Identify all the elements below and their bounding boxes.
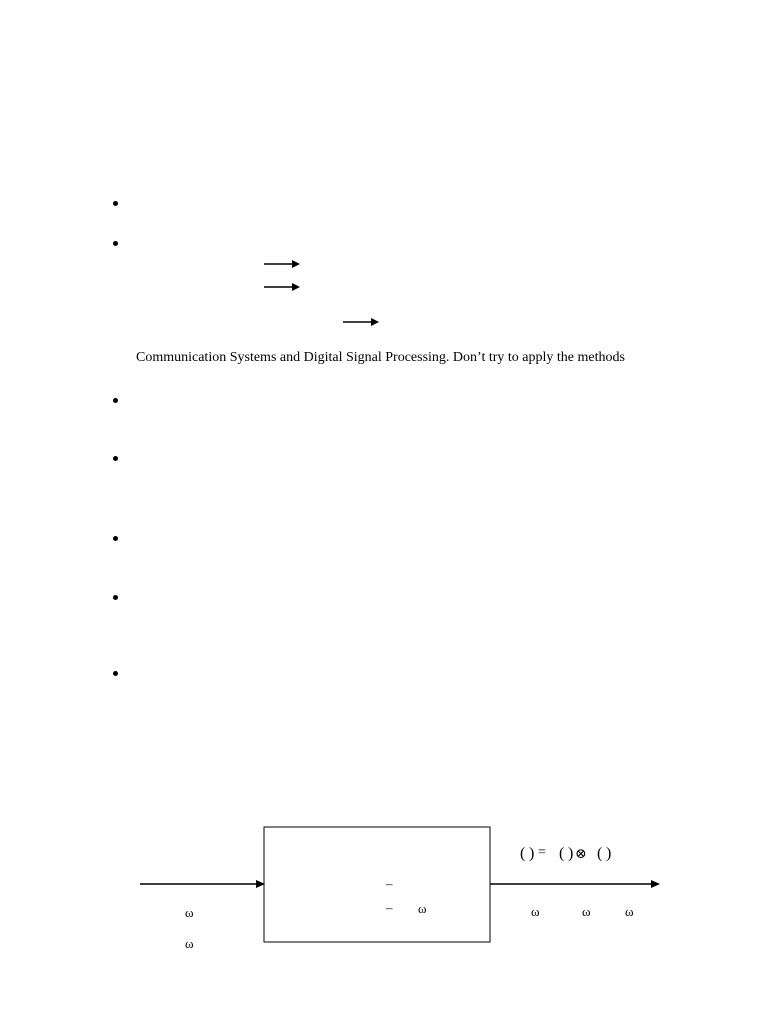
eq-rparen-2: ) bbox=[568, 845, 574, 862]
input-omega-2: ω bbox=[185, 936, 194, 951]
eq-lparen-1: ( bbox=[520, 845, 526, 862]
eq-lparen-3: ( bbox=[597, 845, 603, 862]
output-omega-2: ω bbox=[582, 904, 591, 919]
body-text-line: Communication Systems and Digital Signal Processing. Don’t try to apply the methods bbox=[136, 350, 625, 365]
eq-rparen-1: ) bbox=[529, 845, 535, 862]
box-dash-2: – bbox=[386, 900, 393, 915]
eq-rparen-3: ) bbox=[606, 845, 612, 862]
output-arrowhead-icon bbox=[651, 880, 660, 888]
input-omega-1: ω bbox=[185, 905, 194, 920]
output-omega-3: ω bbox=[625, 904, 634, 919]
eq-equals: = bbox=[538, 845, 546, 860]
output-omega-1: ω bbox=[531, 904, 540, 919]
system-box bbox=[264, 827, 490, 942]
eq-otimes: ⊗ bbox=[575, 847, 587, 862]
box-dash-1: – bbox=[386, 876, 393, 891]
box-omega: ω bbox=[418, 901, 427, 916]
eq-lparen-2: ( bbox=[559, 845, 565, 862]
